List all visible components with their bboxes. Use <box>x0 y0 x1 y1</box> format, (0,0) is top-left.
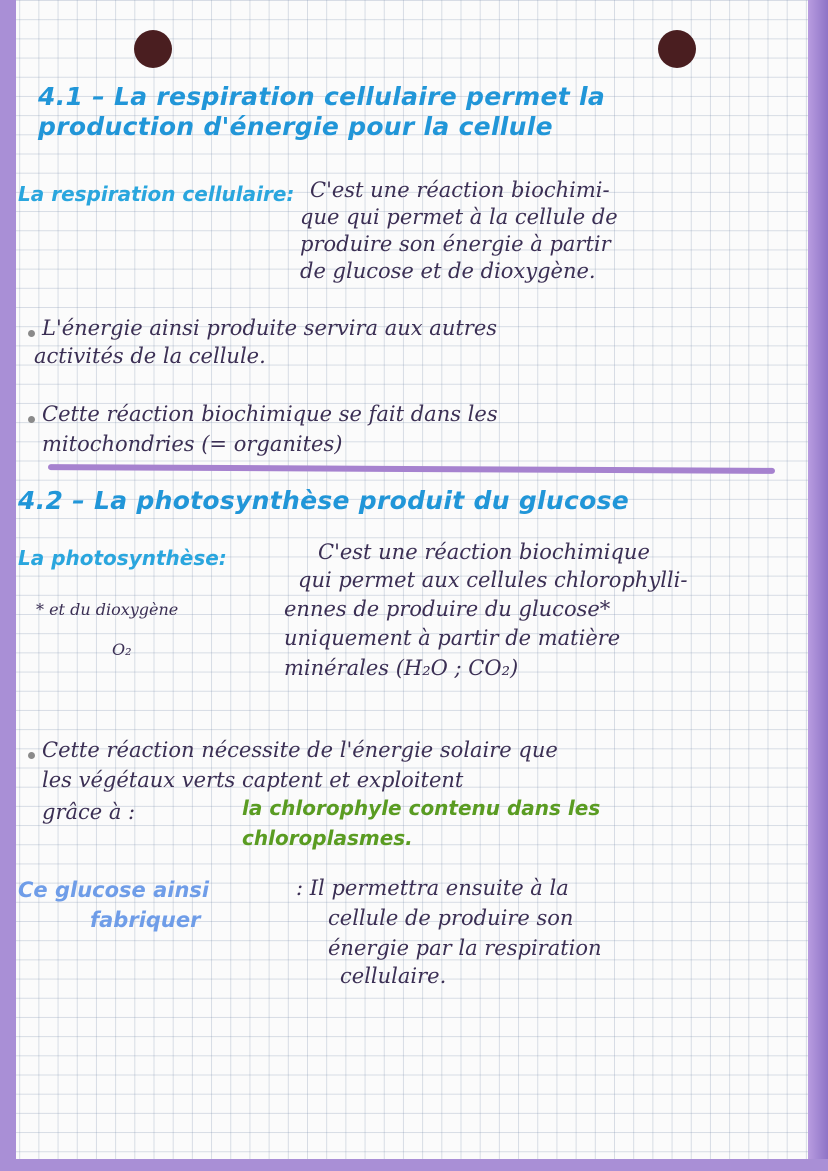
section2-term: La photosynthèse: <box>18 546 227 570</box>
side-note-formula: O₂ <box>112 640 132 659</box>
section2-def-line1: C'est une réaction biochimique <box>318 540 650 564</box>
section2-def-line5: minérales (H₂O ; CO₂) <box>284 656 519 680</box>
section2-bullet-line3: grâce à : <box>42 800 136 824</box>
glucose-line4: cellulaire. <box>340 964 447 988</box>
section1-bullet1-line2: activités de la cellule. <box>34 344 266 368</box>
glucose-term-line1: Ce glucose ainsi <box>18 878 210 902</box>
section2-bullet-line2: les végétaux verts captent et exploitent <box>42 768 464 792</box>
section1-bullet1-line1: L'énergie ainsi produite servira aux autres <box>42 316 498 340</box>
binder-hole-right <box>658 30 696 68</box>
section1-term: La respiration cellulaire: <box>18 182 295 206</box>
bullet-dot <box>28 416 35 423</box>
section1-def-line1: C'est une réaction biochimi- <box>310 178 610 202</box>
glucose-line3: énergie par la respiration <box>328 936 602 960</box>
section2-def-line3: ennes de produire du glucose* <box>284 597 611 621</box>
section1-heading-line1: 4.1 – La respiration cellulaire permet la <box>38 82 606 111</box>
section2-def-line4: uniquement à partir de matière <box>284 626 621 650</box>
glucose-line1: : Il permettra ensuite à la <box>296 876 569 900</box>
section1-def-line4: de glucose et de dioxygène. <box>300 259 596 283</box>
glucose-term-line2: fabriquer <box>90 908 201 932</box>
green-line1: la chlorophyle contenu dans les <box>242 796 601 820</box>
section2-bullet-line1: Cette réaction nécessite de l'énergie solaire que <box>42 738 558 762</box>
glucose-line2: cellule de produire son <box>328 906 574 930</box>
bottom-margin-border <box>0 1159 828 1171</box>
section-divider <box>48 464 775 474</box>
section1-bullet2-line2: mitochondries (= organites) <box>42 432 343 456</box>
bullet-dot <box>28 330 35 337</box>
right-margin-border <box>808 0 828 1171</box>
section1-heading-line2: production d'énergie pour la cellule <box>38 112 553 141</box>
green-line2: chloroplasmes. <box>242 826 413 850</box>
section1-bullet2-line1: Cette réaction biochimique se fait dans les <box>42 402 498 426</box>
bullet-dot <box>28 752 35 759</box>
left-margin-border <box>0 0 16 1171</box>
section2-heading: 4.2 – La photosynthèse produit du glucose <box>18 486 630 515</box>
section1-def-line2: que qui permet à la cellule de <box>300 205 618 229</box>
side-note: * et du dioxygène <box>36 600 179 619</box>
section2-def-line2: qui permet aux cellules chlorophylli- <box>298 568 688 592</box>
binder-hole-left <box>134 30 172 68</box>
section1-def-line3: produire son énergie à partir <box>300 232 611 256</box>
